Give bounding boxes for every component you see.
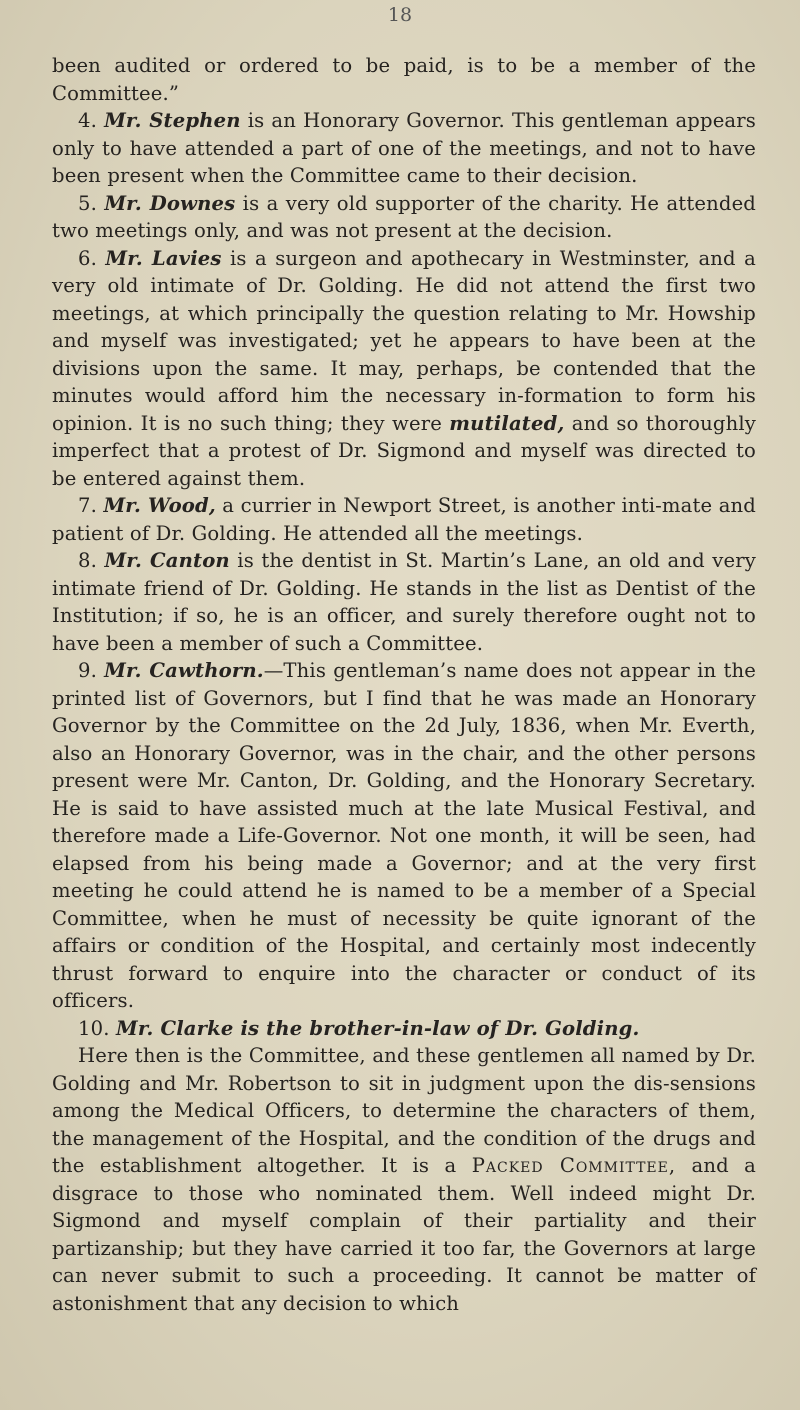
item-number: 7. (78, 494, 97, 517)
item-number: 6. (78, 246, 97, 270)
item-paragraph (52, 245, 756, 493)
item-paragraph (52, 107, 756, 190)
item-text: is an Honorary Governor. This gentleman appears only to have attended a part of one of the meetings, and not to have been present when the Committee came to their decision. (52, 109, 756, 187)
item-name: Mr. Clarke is the brother-in-law of Dr. Golding. (116, 1016, 640, 1040)
item-name: Mr. Stephen (104, 109, 241, 132)
item-text-continued: and so thoroughly imperfect that a protest of Dr. Sigmond and myself was directed to be entered against them. (52, 411, 756, 490)
item-text: is a very old supporter of the charity. He attended two meetings only, and was not present at the decision. (52, 191, 757, 242)
closing-paragraph (52, 1042, 756, 1317)
item-paragraph (52, 492, 756, 547)
item-name: Mr. Lavies (105, 246, 222, 270)
item-number: 10. (78, 1016, 110, 1040)
closing-text: Here then is the Committee, and these gentlemen all named by Dr. Golding and Mr. Robertson to sit in judgment upon the dis-sensions among the Medical Officers, to determine the characters of them, the management of the Hospital, and the condition of the drugs and the establishment altogether. It is a (52, 1044, 756, 1177)
item-number: 8. (78, 549, 97, 572)
item-name: Mr. Canton (104, 549, 230, 572)
page-number: 18 (387, 4, 413, 26)
item-name: Mr. Cawthorn. (104, 659, 264, 682)
item-text: is the dentist in St. Martin’s Lane, an old and very intimate friend of Dr. Golding. He stands in the list as Dentist of the Institution; if so, he is an officer, and surely therefore ought not to have been a member of such a Committee. (52, 549, 756, 655)
item-number: 4. (78, 109, 97, 132)
intro-paragraph: been audited or ordered to be paid, is to be a member of the Committee.” (52, 54, 756, 105)
closing-text-continued: and a disgrace to those who nominated them. Well indeed might Dr. Sigmond and myself complain of their partiality and their partizanship; but they have carried it too far, the Governors at large can never submit to such a proceeding. It cannot be matter of astonishment that any decision to which (52, 1154, 756, 1315)
item-text: is a surgeon and apothecary in Westminster, and a very old intimate of Dr. Golding. He did not attend the first two meetings, at which principally the question relating to Mr. Howship and myself was investigated; yet he appears to have been at the divisions upon the same. It may, perhaps, be contended that the minutes would afford him the necessary in-formation to form his opinion. It is no such thing; they were (52, 246, 756, 435)
item-text: —This gentleman’s name does not appear in the printed list of Governors, but I find that he was made an Honorary Governor by the Committee on the 2d July, 1836, when Mr. Everth, also an Honorary Governor, was in the chair, and the other persons present were Mr. Canton, Dr. Golding, and the Honorary Secretary. He is said to have assisted much at the late Musical Festival, and therefore made a Life-Governor. Not one month, it will be seen, had elapsed from his being made a Governor; and at the very first meeting he could attend he is named to be a member of a Special Committee, when he must of necessity be quite ignorant of the affairs or condition of the Hospital, and certainly most indecently thrust forward to enquire into the character or conduct of its officers. (52, 659, 756, 1012)
item-paragraph (52, 657, 756, 1015)
item-paragraph (52, 190, 756, 245)
item-paragraph (52, 547, 756, 657)
item-paragraph (52, 1015, 756, 1043)
page-body (52, 52, 756, 1317)
item-number: 9. (78, 659, 97, 682)
item-name: Mr. Downes (104, 191, 236, 215)
item-text: a currier in Newport Street, is another inti-mate and patient of Dr. Golding. He attended all the meetings. (52, 494, 756, 545)
item-name: Mr. Wood, (103, 494, 216, 517)
packed-committee-phrase: Packed Committee, (471, 1154, 677, 1177)
item-number: 5. (78, 191, 97, 215)
emphasis-word: mutilated, (449, 411, 565, 435)
